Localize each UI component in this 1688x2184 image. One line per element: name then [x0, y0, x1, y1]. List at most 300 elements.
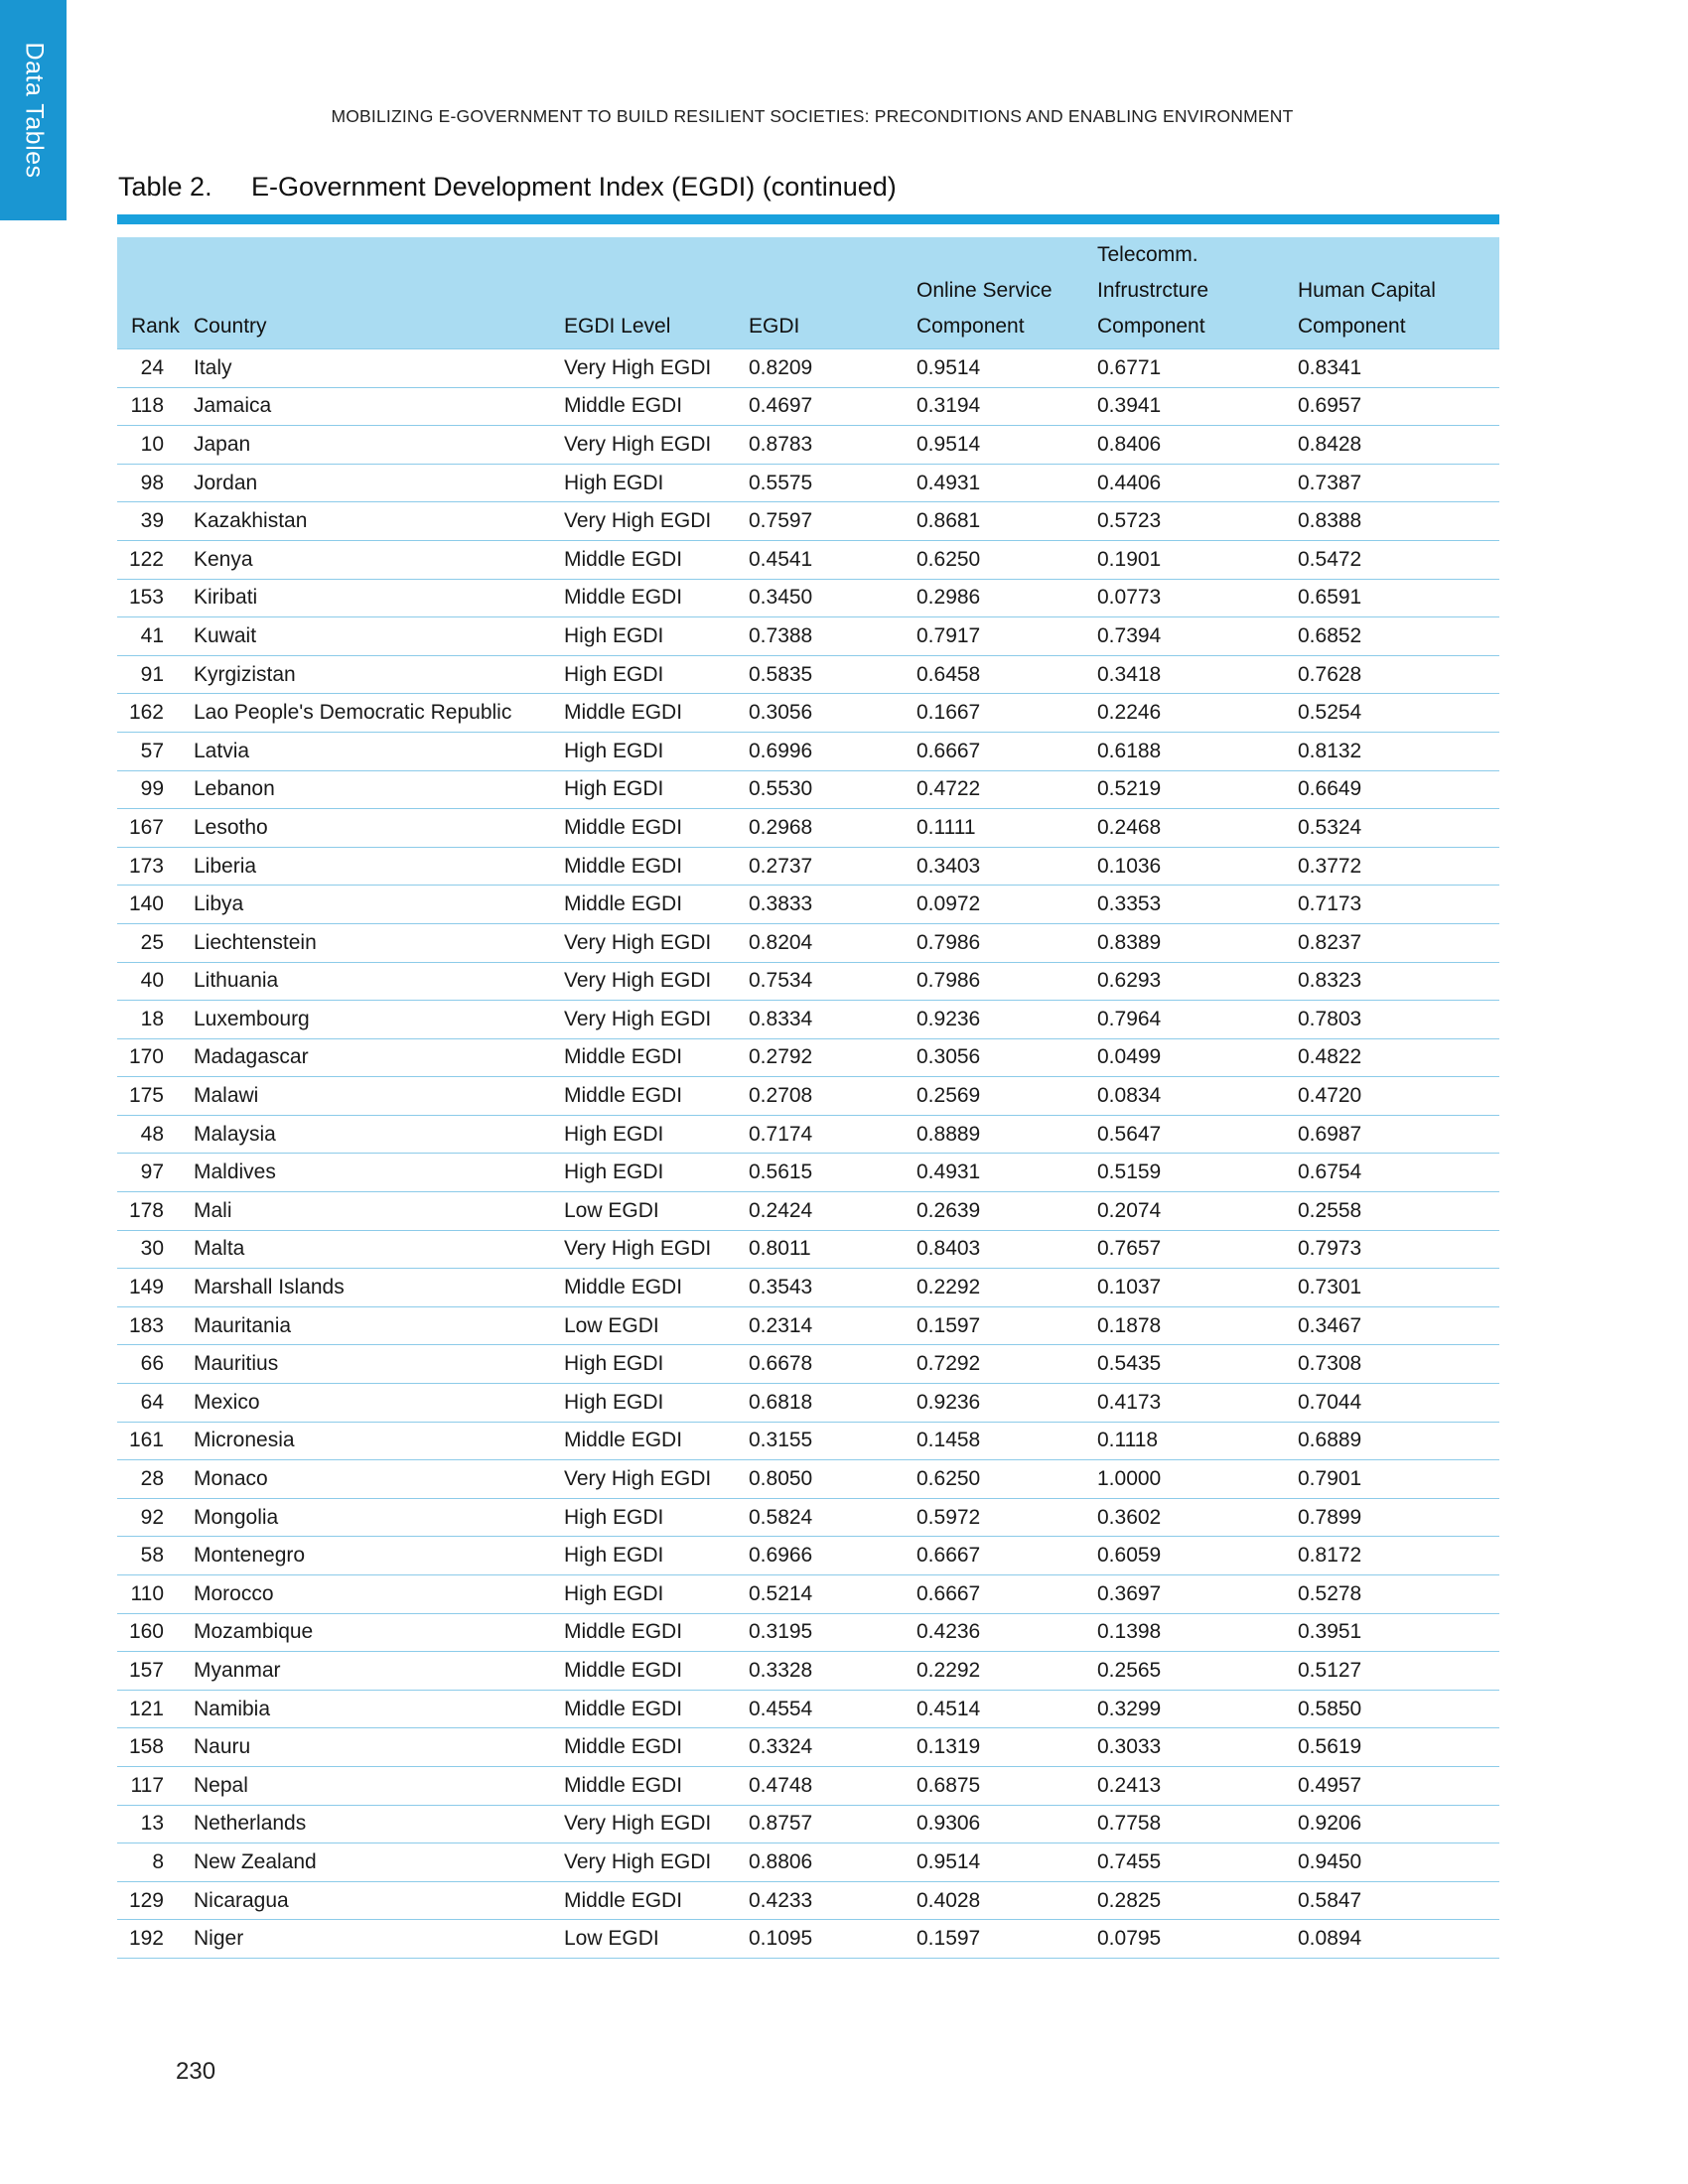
cell-telecomm: 0.0499 — [1097, 1038, 1298, 1077]
cell-egdi-level: Middle EGDI — [564, 1728, 749, 1767]
cell-rank: 8 — [117, 1843, 194, 1882]
cell-telecomm: 0.7394 — [1097, 617, 1298, 656]
table-row — [117, 1652, 1499, 1691]
cell-telecomm: 0.3033 — [1097, 1728, 1298, 1767]
cell-telecomm: 0.7455 — [1097, 1843, 1298, 1882]
cell-rank: 30 — [117, 1230, 194, 1269]
cell-egdi-level: Middle EGDI — [564, 886, 749, 924]
cell-country: Kazakhistan — [194, 502, 564, 541]
table-row — [117, 1920, 1499, 1959]
cell-egdi-level: High EGDI — [564, 1537, 749, 1575]
cell-egdi-level: Low EGDI — [564, 1306, 749, 1345]
cell-online-service: 0.8403 — [916, 1230, 1097, 1269]
cell-rank: 175 — [117, 1077, 194, 1116]
table-row — [117, 962, 1499, 1001]
table-row — [117, 886, 1499, 924]
cell-telecomm: 0.0773 — [1097, 579, 1298, 617]
cell-country: Luxembourg — [194, 1001, 564, 1039]
cell-human-capital: 0.4957 — [1298, 1766, 1499, 1805]
cell-telecomm: 0.2565 — [1097, 1652, 1298, 1691]
cell-country: Mozambique — [194, 1613, 564, 1652]
cell-human-capital: 0.5847 — [1298, 1881, 1499, 1920]
cell-egdi: 0.2424 — [749, 1192, 916, 1231]
cell-country: Nauru — [194, 1728, 564, 1767]
cell-country: Kiribati — [194, 579, 564, 617]
table-row — [117, 1613, 1499, 1652]
table-row — [117, 847, 1499, 886]
cell-rank: 129 — [117, 1881, 194, 1920]
cell-human-capital: 0.6957 — [1298, 387, 1499, 426]
cell-online-service: 0.7986 — [916, 962, 1097, 1001]
cell-human-capital: 0.7044 — [1298, 1384, 1499, 1423]
table-row — [117, 1498, 1499, 1537]
cell-human-capital: 0.5324 — [1298, 809, 1499, 848]
cell-telecomm: 0.1901 — [1097, 540, 1298, 579]
cell-rank: 118 — [117, 387, 194, 426]
cell-human-capital: 0.6649 — [1298, 770, 1499, 809]
col-header-human-capital: Human Capital Component — [1298, 237, 1499, 349]
cell-online-service: 0.5972 — [916, 1498, 1097, 1537]
cell-egdi-level: Middle EGDI — [564, 847, 749, 886]
cell-online-service: 0.1597 — [916, 1920, 1097, 1959]
cell-human-capital: 0.9450 — [1298, 1843, 1499, 1882]
cell-country: Liechtenstein — [194, 923, 564, 962]
cell-human-capital: 0.9206 — [1298, 1805, 1499, 1843]
title-rule — [117, 214, 1499, 224]
cell-online-service: 0.6875 — [916, 1766, 1097, 1805]
cell-egdi-level: Very High EGDI — [564, 1230, 749, 1269]
cell-egdi: 0.8334 — [749, 1001, 916, 1039]
cell-online-service: 0.2639 — [916, 1192, 1097, 1231]
table-row — [117, 1001, 1499, 1039]
cell-online-service: 0.4236 — [916, 1613, 1097, 1652]
cell-rank: 92 — [117, 1498, 194, 1537]
cell-egdi-level: Low EGDI — [564, 1192, 749, 1231]
cell-egdi: 0.2314 — [749, 1306, 916, 1345]
cell-country: Libya — [194, 886, 564, 924]
table-row — [117, 732, 1499, 770]
cell-egdi-level: High EGDI — [564, 1575, 749, 1614]
table-row — [117, 1728, 1499, 1767]
cell-telecomm: 0.5159 — [1097, 1154, 1298, 1192]
cell-country: Mauritania — [194, 1306, 564, 1345]
cell-rank: 28 — [117, 1460, 194, 1499]
cell-egdi: 0.5824 — [749, 1498, 916, 1537]
cell-country: Montenegro — [194, 1537, 564, 1575]
cell-rank: 110 — [117, 1575, 194, 1614]
cell-telecomm: 0.6771 — [1097, 349, 1298, 388]
cell-telecomm: 0.1878 — [1097, 1306, 1298, 1345]
cell-egdi-level: Very High EGDI — [564, 1001, 749, 1039]
cell-rank: 162 — [117, 694, 194, 733]
cell-online-service: 0.1667 — [916, 694, 1097, 733]
section-side-tab[interactable] — [0, 0, 67, 220]
cell-telecomm: 0.3697 — [1097, 1575, 1298, 1614]
table-row — [117, 1306, 1499, 1345]
cell-rank: 24 — [117, 349, 194, 388]
table-row — [117, 1881, 1499, 1920]
cell-online-service: 0.8889 — [916, 1115, 1097, 1154]
cell-egdi-level: Very High EGDI — [564, 426, 749, 465]
cell-human-capital: 0.2558 — [1298, 1192, 1499, 1231]
cell-egdi-level: Middle EGDI — [564, 1690, 749, 1728]
cell-country: Lithuania — [194, 962, 564, 1001]
cell-egdi-level: Very High EGDI — [564, 1460, 749, 1499]
cell-country: Madagascar — [194, 1038, 564, 1077]
table-row — [117, 1345, 1499, 1384]
table-row — [117, 1192, 1499, 1231]
cell-telecomm: 0.6293 — [1097, 962, 1298, 1001]
table-row — [117, 1690, 1499, 1728]
cell-telecomm: 0.1398 — [1097, 1613, 1298, 1652]
cell-egdi: 0.5615 — [749, 1154, 916, 1192]
cell-country: Lebanon — [194, 770, 564, 809]
cell-human-capital: 0.8428 — [1298, 426, 1499, 465]
cell-rank: 97 — [117, 1154, 194, 1192]
cell-country: Monaco — [194, 1460, 564, 1499]
cell-egdi-level: Low EGDI — [564, 1920, 749, 1959]
cell-online-service: 0.9236 — [916, 1001, 1097, 1039]
cell-egdi-level: High EGDI — [564, 1154, 749, 1192]
cell-online-service: 0.7292 — [916, 1345, 1097, 1384]
cell-telecomm: 0.4406 — [1097, 464, 1298, 502]
table-row — [117, 502, 1499, 541]
cell-online-service: 0.4931 — [916, 464, 1097, 502]
page-number: 230 — [176, 2058, 216, 2085]
cell-telecomm: 0.8389 — [1097, 923, 1298, 962]
cell-online-service: 0.4931 — [916, 1154, 1097, 1192]
cell-egdi-level: Very High EGDI — [564, 1843, 749, 1882]
cell-egdi: 0.6818 — [749, 1384, 916, 1423]
cell-egdi: 0.3450 — [749, 579, 916, 617]
col-header-rank: Rank — [117, 237, 194, 349]
table-title-text: E-Government Development Index (EGDI) (continued) — [251, 172, 897, 202]
cell-human-capital: 0.8132 — [1298, 732, 1499, 770]
cell-egdi: 0.8209 — [749, 349, 916, 388]
cell-egdi: 0.5835 — [749, 655, 916, 694]
cell-country: Mexico — [194, 1384, 564, 1423]
cell-country: Latvia — [194, 732, 564, 770]
cell-egdi-level: Middle EGDI — [564, 540, 749, 579]
cell-rank: 161 — [117, 1422, 194, 1460]
table-row — [117, 1077, 1499, 1116]
cell-country: Nepal — [194, 1766, 564, 1805]
cell-online-service: 0.4028 — [916, 1881, 1097, 1920]
cell-egdi-level: Middle EGDI — [564, 1766, 749, 1805]
cell-country: Niger — [194, 1920, 564, 1959]
cell-country: Jordan — [194, 464, 564, 502]
cell-country: Nicaragua — [194, 1881, 564, 1920]
cell-egdi-level: High EGDI — [564, 770, 749, 809]
table-row — [117, 1115, 1499, 1154]
cell-online-service: 0.9514 — [916, 349, 1097, 388]
cell-online-service: 0.9514 — [916, 1843, 1097, 1882]
cell-rank: 153 — [117, 579, 194, 617]
cell-rank: 173 — [117, 847, 194, 886]
cell-egdi: 0.5530 — [749, 770, 916, 809]
table-row — [117, 1843, 1499, 1882]
cell-telecomm: 0.5435 — [1097, 1345, 1298, 1384]
cell-country: Kuwait — [194, 617, 564, 656]
cell-egdi-level: High EGDI — [564, 1345, 749, 1384]
cell-online-service: 0.4722 — [916, 770, 1097, 809]
cell-telecomm: 0.3602 — [1097, 1498, 1298, 1537]
cell-country: Jamaica — [194, 387, 564, 426]
cell-online-service: 0.7986 — [916, 923, 1097, 962]
cell-telecomm: 0.0795 — [1097, 1920, 1298, 1959]
cell-rank: 41 — [117, 617, 194, 656]
cell-telecomm: 0.6059 — [1097, 1537, 1298, 1575]
cell-telecomm: 0.2074 — [1097, 1192, 1298, 1231]
cell-rank: 122 — [117, 540, 194, 579]
cell-telecomm: 0.3299 — [1097, 1690, 1298, 1728]
cell-online-service: 0.9514 — [916, 426, 1097, 465]
cell-rank: 121 — [117, 1690, 194, 1728]
table-row — [117, 1575, 1499, 1614]
cell-egdi: 0.7174 — [749, 1115, 916, 1154]
cell-online-service: 0.3403 — [916, 847, 1097, 886]
cell-telecomm: 1.0000 — [1097, 1460, 1298, 1499]
cell-online-service: 0.1319 — [916, 1728, 1097, 1767]
cell-country: Italy — [194, 349, 564, 388]
cell-rank: 91 — [117, 655, 194, 694]
cell-egdi: 0.8011 — [749, 1230, 916, 1269]
cell-rank: 157 — [117, 1652, 194, 1691]
cell-online-service: 0.1597 — [916, 1306, 1097, 1345]
cell-country: Mali — [194, 1192, 564, 1231]
cell-rank: 58 — [117, 1537, 194, 1575]
cell-country: Marshall Islands — [194, 1269, 564, 1307]
cell-human-capital: 0.6987 — [1298, 1115, 1499, 1154]
cell-online-service: 0.7917 — [916, 617, 1097, 656]
cell-country: Kyrgizistan — [194, 655, 564, 694]
cell-rank: 140 — [117, 886, 194, 924]
cell-egdi-level: Middle EGDI — [564, 579, 749, 617]
cell-human-capital: 0.7899 — [1298, 1498, 1499, 1537]
table-row — [117, 923, 1499, 962]
cell-country: Mauritius — [194, 1345, 564, 1384]
cell-egdi: 0.3056 — [749, 694, 916, 733]
cell-egdi: 0.7388 — [749, 617, 916, 656]
cell-egdi-level: High EGDI — [564, 655, 749, 694]
cell-telecomm: 0.3418 — [1097, 655, 1298, 694]
cell-rank: 25 — [117, 923, 194, 962]
egdi-table — [117, 237, 1499, 1959]
cell-human-capital: 0.5278 — [1298, 1575, 1499, 1614]
cell-country: Malawi — [194, 1077, 564, 1116]
cell-rank: 117 — [117, 1766, 194, 1805]
cell-egdi: 0.4697 — [749, 387, 916, 426]
cell-rank: 160 — [117, 1613, 194, 1652]
cell-human-capital: 0.0894 — [1298, 1920, 1499, 1959]
cell-human-capital: 0.7308 — [1298, 1345, 1499, 1384]
cell-human-capital: 0.3467 — [1298, 1306, 1499, 1345]
cell-human-capital: 0.5254 — [1298, 694, 1499, 733]
side-tab-label: Data Tables — [20, 42, 49, 179]
cell-online-service: 0.8681 — [916, 502, 1097, 541]
table-row — [117, 694, 1499, 733]
cell-egdi-level: High EGDI — [564, 1115, 749, 1154]
cell-telecomm: 0.5219 — [1097, 770, 1298, 809]
cell-egdi: 0.2792 — [749, 1038, 916, 1077]
table-row — [117, 349, 1499, 388]
cell-online-service: 0.1111 — [916, 809, 1097, 848]
cell-rank: 66 — [117, 1345, 194, 1384]
cell-human-capital: 0.8237 — [1298, 923, 1499, 962]
cell-rank: 167 — [117, 809, 194, 848]
cell-egdi: 0.3543 — [749, 1269, 916, 1307]
cell-country: Lesotho — [194, 809, 564, 848]
cell-telecomm: 0.1118 — [1097, 1422, 1298, 1460]
cell-human-capital: 0.8172 — [1298, 1537, 1499, 1575]
cell-country: Micronesia — [194, 1422, 564, 1460]
cell-telecomm: 0.7964 — [1097, 1001, 1298, 1039]
cell-telecomm: 0.1036 — [1097, 847, 1298, 886]
cell-egdi: 0.8204 — [749, 923, 916, 962]
col-header-online-service: Online Service Component — [916, 237, 1097, 349]
cell-online-service: 0.2569 — [916, 1077, 1097, 1116]
table-row — [117, 1805, 1499, 1843]
cell-egdi-level: Middle EGDI — [564, 1077, 749, 1116]
cell-egdi: 0.2708 — [749, 1077, 916, 1116]
cell-country: New Zealand — [194, 1843, 564, 1882]
cell-egdi-level: Very High EGDI — [564, 1805, 749, 1843]
table-row — [117, 655, 1499, 694]
cell-egdi-level: Middle EGDI — [564, 1422, 749, 1460]
cell-country: Namibia — [194, 1690, 564, 1728]
table-row — [117, 617, 1499, 656]
cell-egdi-level: Middle EGDI — [564, 1652, 749, 1691]
cell-online-service: 0.6667 — [916, 732, 1097, 770]
cell-country: Liberia — [194, 847, 564, 886]
cell-country: Malta — [194, 1230, 564, 1269]
cell-human-capital: 0.6754 — [1298, 1154, 1499, 1192]
cell-telecomm: 0.0834 — [1097, 1077, 1298, 1116]
cell-egdi: 0.3324 — [749, 1728, 916, 1767]
cell-telecomm: 0.4173 — [1097, 1384, 1298, 1423]
cell-egdi: 0.1095 — [749, 1920, 916, 1959]
cell-human-capital: 0.7973 — [1298, 1230, 1499, 1269]
cell-egdi: 0.2968 — [749, 809, 916, 848]
cell-egdi: 0.6996 — [749, 732, 916, 770]
cell-egdi-level: High EGDI — [564, 732, 749, 770]
cell-online-service: 0.2292 — [916, 1652, 1097, 1691]
cell-human-capital: 0.3772 — [1298, 847, 1499, 886]
cell-telecomm: 0.5647 — [1097, 1115, 1298, 1154]
col-header-egdi-level: EGDI Level — [564, 237, 749, 349]
cell-human-capital: 0.3951 — [1298, 1613, 1499, 1652]
table-row — [117, 1038, 1499, 1077]
cell-human-capital: 0.4822 — [1298, 1038, 1499, 1077]
col-header-country: Country — [194, 237, 564, 349]
cell-egdi: 0.4233 — [749, 1881, 916, 1920]
cell-telecomm: 0.6188 — [1097, 732, 1298, 770]
cell-egdi: 0.8757 — [749, 1805, 916, 1843]
cell-human-capital: 0.6591 — [1298, 579, 1499, 617]
table-row — [117, 464, 1499, 502]
cell-human-capital: 0.7301 — [1298, 1269, 1499, 1307]
cell-telecomm: 0.5723 — [1097, 502, 1298, 541]
table-number: Table 2. — [118, 172, 212, 202]
cell-egdi-level: Very High EGDI — [564, 923, 749, 962]
cell-egdi-level: Very High EGDI — [564, 349, 749, 388]
table-row — [117, 1422, 1499, 1460]
cell-rank: 158 — [117, 1728, 194, 1767]
cell-egdi-level: Very High EGDI — [564, 962, 749, 1001]
cell-egdi-level: High EGDI — [564, 1498, 749, 1537]
cell-egdi-level: Middle EGDI — [564, 387, 749, 426]
cell-egdi-level: Middle EGDI — [564, 1269, 749, 1307]
cell-egdi-level: Middle EGDI — [564, 809, 749, 848]
cell-telecomm: 0.7657 — [1097, 1230, 1298, 1269]
table-row — [117, 1460, 1499, 1499]
cell-egdi-level: High EGDI — [564, 1384, 749, 1423]
cell-egdi-level: Middle EGDI — [564, 1038, 749, 1077]
cell-country: Netherlands — [194, 1805, 564, 1843]
cell-egdi: 0.3155 — [749, 1422, 916, 1460]
table-row — [117, 1384, 1499, 1423]
cell-egdi: 0.4541 — [749, 540, 916, 579]
cell-egdi: 0.5575 — [749, 464, 916, 502]
cell-telecomm: 0.3941 — [1097, 387, 1298, 426]
cell-egdi: 0.8783 — [749, 426, 916, 465]
cell-human-capital: 0.7901 — [1298, 1460, 1499, 1499]
table-row — [117, 1537, 1499, 1575]
cell-rank: 178 — [117, 1192, 194, 1231]
cell-rank: 98 — [117, 464, 194, 502]
cell-egdi: 0.4748 — [749, 1766, 916, 1805]
cell-egdi: 0.5214 — [749, 1575, 916, 1614]
cell-online-service: 0.2986 — [916, 579, 1097, 617]
cell-telecomm: 0.1037 — [1097, 1269, 1298, 1307]
cell-online-service: 0.6667 — [916, 1537, 1097, 1575]
cell-human-capital: 0.7803 — [1298, 1001, 1499, 1039]
cell-telecomm: 0.3353 — [1097, 886, 1298, 924]
cell-telecomm: 0.7758 — [1097, 1805, 1298, 1843]
cell-egdi: 0.4554 — [749, 1690, 916, 1728]
cell-online-service: 0.9236 — [916, 1384, 1097, 1423]
cell-online-service: 0.6250 — [916, 1460, 1097, 1499]
cell-egdi: 0.8050 — [749, 1460, 916, 1499]
running-header: MOBILIZING E-GOVERNMENT TO BUILD RESILIENT SOCIETIES: PRECONDITIONS AND ENABLING ENVIRONMENT — [331, 106, 1294, 126]
cell-telecomm: 0.2413 — [1097, 1766, 1298, 1805]
table-row — [117, 1269, 1499, 1307]
cell-human-capital: 0.5619 — [1298, 1728, 1499, 1767]
cell-human-capital: 0.8323 — [1298, 962, 1499, 1001]
cell-online-service: 0.6458 — [916, 655, 1097, 694]
cell-country: Mongolia — [194, 1498, 564, 1537]
table-row — [117, 426, 1499, 465]
cell-telecomm: 0.2468 — [1097, 809, 1298, 848]
cell-human-capital: 0.6852 — [1298, 617, 1499, 656]
cell-egdi-level: Very High EGDI — [564, 502, 749, 541]
table-header-row — [117, 237, 1499, 349]
cell-country: Maldives — [194, 1154, 564, 1192]
cell-telecomm: 0.2825 — [1097, 1881, 1298, 1920]
cell-human-capital: 0.8388 — [1298, 502, 1499, 541]
table-row — [117, 770, 1499, 809]
cell-rank: 13 — [117, 1805, 194, 1843]
cell-egdi: 0.2737 — [749, 847, 916, 886]
cell-egdi-level: Middle EGDI — [564, 694, 749, 733]
cell-human-capital: 0.7387 — [1298, 464, 1499, 502]
cell-human-capital: 0.5472 — [1298, 540, 1499, 579]
cell-egdi: 0.3833 — [749, 886, 916, 924]
cell-egdi: 0.6678 — [749, 1345, 916, 1384]
cell-human-capital: 0.5127 — [1298, 1652, 1499, 1691]
cell-online-service: 0.0972 — [916, 886, 1097, 924]
cell-online-service: 0.4514 — [916, 1690, 1097, 1728]
